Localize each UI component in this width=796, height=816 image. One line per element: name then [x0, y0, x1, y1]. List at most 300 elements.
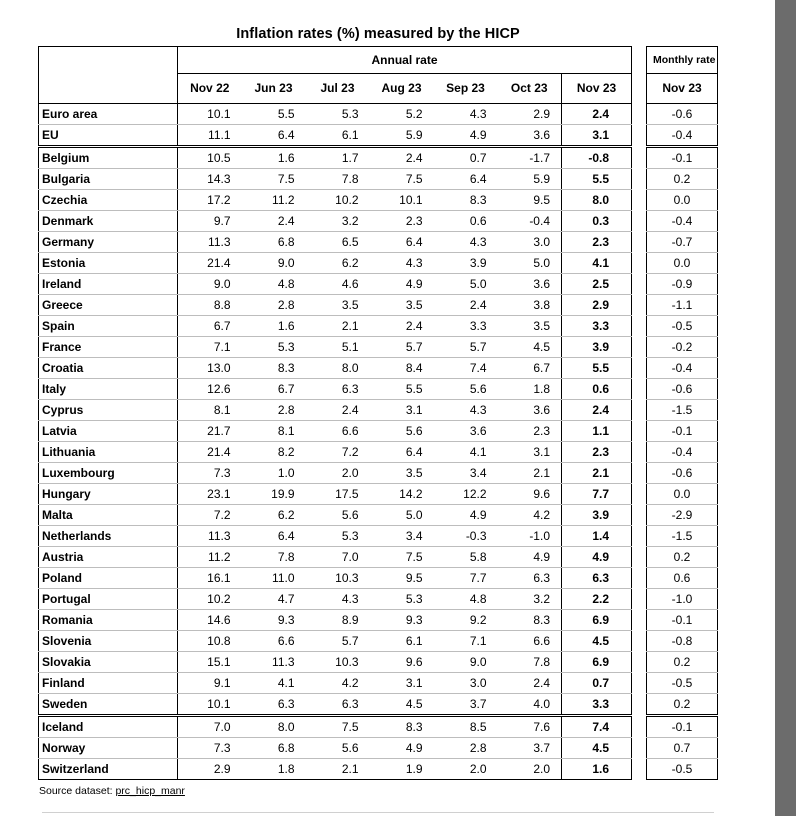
- monthly-rate-value: 0.2: [647, 652, 718, 673]
- monthly-rate-value: -0.5: [647, 316, 718, 337]
- annual-rate-value: 6.3: [306, 379, 370, 400]
- annual-rate-value: -1.0: [498, 526, 562, 547]
- annual-rate-value: 6.8: [242, 232, 306, 253]
- monthly-rate-value: -0.1: [647, 716, 718, 738]
- annual-rate-value: 2.1: [498, 463, 562, 484]
- country-name: Slovenia: [39, 631, 178, 652]
- monthly-rate-value: -0.1: [647, 421, 718, 442]
- annual-rate-value: 6.4: [434, 169, 498, 190]
- country-name: Romania: [39, 610, 178, 631]
- table-row: [647, 253, 718, 274]
- annual-rate-latest: 6.9: [562, 652, 632, 673]
- annual-rate-latest: 1.6: [562, 759, 632, 780]
- annual-rate-value: 5.9: [498, 169, 562, 190]
- source-label: Source dataset:: [39, 785, 113, 797]
- annual-rate-value: 8.5: [434, 716, 498, 738]
- annual-rate-value: 11.3: [178, 526, 242, 547]
- annual-rate-latest: 2.5: [562, 274, 632, 295]
- annual-rate-value: 3.8: [498, 295, 562, 316]
- table-row: [39, 738, 632, 759]
- table-row: [39, 652, 632, 673]
- table-row: [647, 147, 718, 169]
- monthly-rate-value: -0.9: [647, 274, 718, 295]
- source-dataset-link[interactable]: prc_hicp_manr: [115, 785, 185, 797]
- annual-rate-value: 4.3: [370, 253, 434, 274]
- annual-rate-value: 10.3: [306, 652, 370, 673]
- annual-rate-value: 6.1: [306, 125, 370, 147]
- annual-rate-value: 5.2: [370, 104, 434, 125]
- monthly-rate-value: 0.7: [647, 738, 718, 759]
- annual-rate-value: 4.3: [434, 400, 498, 421]
- annual-rate-value: 8.3: [242, 358, 306, 379]
- annual-rate-value: 4.9: [370, 738, 434, 759]
- annual-rate-value: 5.3: [242, 337, 306, 358]
- annual-rate-value: 8.1: [242, 421, 306, 442]
- country-name: Latvia: [39, 421, 178, 442]
- annual-rate-value: 5.6: [306, 738, 370, 759]
- annual-rate-value: 3.7: [498, 738, 562, 759]
- table-row: [647, 337, 718, 358]
- table-row: [647, 232, 718, 253]
- annual-rate-value: 10.1: [370, 190, 434, 211]
- annual-rate-value: -0.3: [434, 526, 498, 547]
- annual-rate-latest: 5.5: [562, 358, 632, 379]
- annual-rate-value: 17.5: [306, 484, 370, 505]
- country-name: Ireland: [39, 274, 178, 295]
- monthly-rate-value: -0.2: [647, 337, 718, 358]
- annual-rate-value: 7.5: [306, 716, 370, 738]
- table-row: [39, 759, 632, 780]
- country-name: Bulgaria: [39, 169, 178, 190]
- table-row: [647, 589, 718, 610]
- annual-rate-value: 10.2: [306, 190, 370, 211]
- annual-rate-value: 3.0: [434, 673, 498, 694]
- page-divider: [42, 812, 714, 813]
- annual-rate-value: 3.4: [434, 463, 498, 484]
- annual-rate-value: 5.0: [434, 274, 498, 295]
- annual-rate-latest: 5.5: [562, 169, 632, 190]
- annual-rate-latest: 3.9: [562, 337, 632, 358]
- annual-rate-value: 9.2: [434, 610, 498, 631]
- annual-rate-value: 9.6: [498, 484, 562, 505]
- annual-rate-value: 6.6: [242, 631, 306, 652]
- monthly-rate-value: -2.9: [647, 505, 718, 526]
- monthly-rate-value: -0.4: [647, 125, 718, 147]
- monthly-rate-value: -0.6: [647, 379, 718, 400]
- country-name: Italy: [39, 379, 178, 400]
- annual-rate-value: 2.4: [434, 295, 498, 316]
- annual-rate-value: 8.3: [498, 610, 562, 631]
- annual-rate-value: 7.1: [434, 631, 498, 652]
- annual-rate-value: 3.4: [370, 526, 434, 547]
- table-row: [39, 484, 632, 505]
- annual-rate-value: 2.4: [370, 147, 434, 169]
- table-row: [647, 505, 718, 526]
- annual-rate-value: -1.7: [498, 147, 562, 169]
- annual-rate-value: 3.5: [498, 316, 562, 337]
- annual-rate-value: 7.2: [178, 505, 242, 526]
- annual-rate-value: 1.7: [306, 147, 370, 169]
- annual-rate-value: 8.1: [178, 400, 242, 421]
- annual-column-header: Nov 23: [562, 74, 632, 104]
- annual-rate-latest: 2.2: [562, 589, 632, 610]
- annual-column-header: Aug 23: [370, 74, 434, 104]
- table-row: [39, 104, 632, 125]
- annual-rate-value: 1.6: [242, 147, 306, 169]
- annual-rate-value: 9.0: [178, 274, 242, 295]
- country-name: Finland: [39, 673, 178, 694]
- annual-rate-value: 1.8: [498, 379, 562, 400]
- vertical-scrollbar[interactable]: [775, 0, 796, 816]
- annual-rate-value: 21.7: [178, 421, 242, 442]
- annual-rate-value: 4.1: [434, 442, 498, 463]
- annual-rate-value: 5.3: [370, 589, 434, 610]
- country-name: Euro area: [39, 104, 178, 125]
- country-name: Slovakia: [39, 652, 178, 673]
- table-row: [647, 631, 718, 652]
- annual-rate-value: 23.1: [178, 484, 242, 505]
- monthly-rate-value: 0.2: [647, 547, 718, 568]
- annual-rate-value: 8.4: [370, 358, 434, 379]
- annual-rate-value: 1.8: [242, 759, 306, 780]
- annual-rate-value: 12.2: [434, 484, 498, 505]
- annual-rate-latest: 2.3: [562, 232, 632, 253]
- table-row: [647, 125, 718, 147]
- table-row: [647, 738, 718, 759]
- annual-rate-value: 11.2: [242, 190, 306, 211]
- annual-rate-value: 2.1: [306, 316, 370, 337]
- table-row: [39, 547, 632, 568]
- annual-rate-value: 5.8: [434, 547, 498, 568]
- annual-rate-value: 2.9: [178, 759, 242, 780]
- table-row: [39, 589, 632, 610]
- annual-rate-latest: -0.8: [562, 147, 632, 169]
- table-row: [39, 421, 632, 442]
- annual-rate-value: 3.6: [498, 125, 562, 147]
- annual-rate-value: 3.5: [370, 463, 434, 484]
- monthly-rate-value: -0.4: [647, 211, 718, 232]
- monthly-rate-value: -0.4: [647, 442, 718, 463]
- annual-rate-value: 3.5: [370, 295, 434, 316]
- annual-rate-value: 10.2: [178, 589, 242, 610]
- annual-rate-value: 2.0: [434, 759, 498, 780]
- annual-rate-value: 9.7: [178, 211, 242, 232]
- annual-rate-value: 6.3: [498, 568, 562, 589]
- annual-rate-value: 8.3: [370, 716, 434, 738]
- annual-rate-value: 4.1: [242, 673, 306, 694]
- annual-column-header: Jun 23: [242, 74, 306, 104]
- annual-rate-value: 3.2: [498, 589, 562, 610]
- annual-rate-value: 6.4: [370, 442, 434, 463]
- annual-rate-value: 2.0: [498, 759, 562, 780]
- annual-rate-latest: 6.3: [562, 568, 632, 589]
- annual-rate-value: 10.1: [178, 104, 242, 125]
- annual-rate-value: 4.7: [242, 589, 306, 610]
- annual-rate-value: 6.4: [242, 125, 306, 147]
- annual-rate-value: 14.3: [178, 169, 242, 190]
- annual-rate-value: 9.1: [178, 673, 242, 694]
- annual-rate-value: 8.0: [306, 358, 370, 379]
- annual-rate-latest: 7.7: [562, 484, 632, 505]
- annual-rate-value: 9.0: [242, 253, 306, 274]
- annual-rate-value: 5.7: [306, 631, 370, 652]
- monthly-rate-value: 0.6: [647, 568, 718, 589]
- monthly-rate-value: -0.5: [647, 673, 718, 694]
- annual-rate-value: 7.3: [178, 738, 242, 759]
- annual-rate-value: 7.0: [306, 547, 370, 568]
- annual-rate-value: 7.3: [178, 463, 242, 484]
- table-row: [647, 379, 718, 400]
- annual-rate-value: 17.2: [178, 190, 242, 211]
- annual-rate-value: 6.7: [242, 379, 306, 400]
- annual-rate-latest: 0.6: [562, 379, 632, 400]
- annual-rate-value: 4.3: [434, 232, 498, 253]
- annual-rate-value: 3.9: [434, 253, 498, 274]
- annual-rate-value: 2.9: [498, 104, 562, 125]
- table-row: [647, 104, 718, 125]
- annual-rate-value: 0.6: [434, 211, 498, 232]
- annual-rate-value: 9.3: [370, 610, 434, 631]
- country-name: Norway: [39, 738, 178, 759]
- annual-rate-value: 11.3: [178, 232, 242, 253]
- annual-rate-value: 5.5: [242, 104, 306, 125]
- annual-rate-value: 4.9: [498, 547, 562, 568]
- country-name: Lithuania: [39, 442, 178, 463]
- annual-column-header: Nov 22: [178, 74, 242, 104]
- annual-rate-value: 6.4: [242, 526, 306, 547]
- annual-rate-value: 10.3: [306, 568, 370, 589]
- annual-rate-value: 8.9: [306, 610, 370, 631]
- monthly-rate-value: -0.6: [647, 463, 718, 484]
- annual-rate-value: 8.0: [242, 716, 306, 738]
- annual-rate-value: 4.5: [498, 337, 562, 358]
- table-row: [39, 253, 632, 274]
- table-row: [647, 610, 718, 631]
- monthly-rate-value: 0.0: [647, 484, 718, 505]
- annual-rate-value: 1.6: [242, 316, 306, 337]
- annual-rate-value: 0.7: [434, 147, 498, 169]
- annual-rate-value: 3.5: [306, 295, 370, 316]
- table-row: [647, 295, 718, 316]
- table-row: [39, 379, 632, 400]
- monthly-rate-value: -0.4: [647, 358, 718, 379]
- annual-rate-value: 9.5: [370, 568, 434, 589]
- annual-rate-value: 4.8: [242, 274, 306, 295]
- monthly-rate-value: -0.1: [647, 147, 718, 169]
- table-row: [39, 358, 632, 379]
- country-name: Malta: [39, 505, 178, 526]
- table-row: [39, 442, 632, 463]
- annual-rate-value: 5.6: [306, 505, 370, 526]
- annual-rate-value: 2.8: [434, 738, 498, 759]
- annual-rate-latest: 2.4: [562, 104, 632, 125]
- annual-rate-value: 7.2: [306, 442, 370, 463]
- table-row: [647, 716, 718, 738]
- annual-rate-value: 5.3: [306, 526, 370, 547]
- monthly-rate-value: 0.2: [647, 694, 718, 716]
- annual-rate-value: 5.0: [370, 505, 434, 526]
- table-row: [39, 337, 632, 358]
- table-row: [39, 211, 632, 232]
- annual-rate-value: 4.8: [434, 589, 498, 610]
- annual-rate-value: 2.4: [370, 316, 434, 337]
- annual-rate-value: 6.1: [370, 631, 434, 652]
- annual-rate-value: 16.1: [178, 568, 242, 589]
- monthly-rate-value: -1.0: [647, 589, 718, 610]
- table-row: [647, 694, 718, 716]
- annual-rate-value: 12.6: [178, 379, 242, 400]
- table-row: [39, 505, 632, 526]
- annual-rate-value: 3.0: [498, 232, 562, 253]
- table-row: [39, 147, 632, 169]
- annual-rate-value: 4.0: [498, 694, 562, 716]
- annual-rate-latest: 2.3: [562, 442, 632, 463]
- annual-rate-value: 10.1: [178, 694, 242, 716]
- annual-rate-value: 5.7: [434, 337, 498, 358]
- annual-rate-value: 14.6: [178, 610, 242, 631]
- annual-rate-value: 21.4: [178, 442, 242, 463]
- annual-rate-latest: 2.1: [562, 463, 632, 484]
- annual-rate-value: 8.3: [434, 190, 498, 211]
- annual-rate-value: 13.0: [178, 358, 242, 379]
- annual-rate-value: 6.6: [498, 631, 562, 652]
- country-name: France: [39, 337, 178, 358]
- annual-rate-value: 8.2: [242, 442, 306, 463]
- table-row: [647, 673, 718, 694]
- annual-rate-value: 4.6: [306, 274, 370, 295]
- country-name: Switzerland: [39, 759, 178, 780]
- annual-column-header: Sep 23: [434, 74, 498, 104]
- annual-rate-value: 4.9: [434, 505, 498, 526]
- monthly-rate-value: 0.0: [647, 253, 718, 274]
- annual-rate-value: 4.2: [498, 505, 562, 526]
- annual-rate-value: 21.4: [178, 253, 242, 274]
- annual-rate-latest: 4.5: [562, 631, 632, 652]
- annual-rate-latest: 1.4: [562, 526, 632, 547]
- monthly-column-header: Nov 23: [647, 74, 718, 104]
- table-row: [647, 190, 718, 211]
- annual-rate-value: 2.4: [242, 211, 306, 232]
- table-row: [647, 484, 718, 505]
- country-name: Poland: [39, 568, 178, 589]
- annual-rate-value: 5.3: [306, 104, 370, 125]
- annual-rate-value: 3.6: [498, 274, 562, 295]
- country-name: Austria: [39, 547, 178, 568]
- annual-rate-value: 8.8: [178, 295, 242, 316]
- monthly-rate-table: [646, 46, 718, 780]
- table-row: [647, 652, 718, 673]
- annual-rate-value: 5.6: [434, 379, 498, 400]
- table-row: [647, 463, 718, 484]
- country-name: Croatia: [39, 358, 178, 379]
- country-name: Portugal: [39, 589, 178, 610]
- annual-rate-value: 2.4: [498, 673, 562, 694]
- country-name: Belgium: [39, 147, 178, 169]
- table-row: [39, 694, 632, 716]
- table-row: [647, 400, 718, 421]
- annual-column-header: Oct 23: [498, 74, 562, 104]
- annual-rate-value: 11.1: [178, 125, 242, 147]
- annual-rate-value: 2.0: [306, 463, 370, 484]
- annual-rate-value: 3.3: [434, 316, 498, 337]
- annual-rate-value: 2.4: [306, 400, 370, 421]
- table-row: [39, 463, 632, 484]
- country-name: Spain: [39, 316, 178, 337]
- annual-rate-value: 4.2: [306, 673, 370, 694]
- annual-rate-latest: 3.1: [562, 125, 632, 147]
- table-row: [647, 169, 718, 190]
- country-name: Netherlands: [39, 526, 178, 547]
- annual-rate-value: 7.5: [370, 547, 434, 568]
- annual-rate-value: 14.2: [370, 484, 434, 505]
- annual-rate-value: 7.1: [178, 337, 242, 358]
- table-row: [647, 568, 718, 589]
- annual-rate-value: 2.3: [498, 421, 562, 442]
- annual-rate-value: 7.6: [498, 716, 562, 738]
- annual-rate-value: 7.4: [434, 358, 498, 379]
- annual-rate-value: 9.0: [434, 652, 498, 673]
- annual-rate-header: Annual rate: [178, 47, 632, 74]
- annual-rate-value: 5.9: [370, 125, 434, 147]
- annual-rate-latest: 3.3: [562, 316, 632, 337]
- country-name: Sweden: [39, 694, 178, 716]
- annual-rate-latest: 6.9: [562, 610, 632, 631]
- annual-rate-value: 6.3: [242, 694, 306, 716]
- annual-rate-value: 4.9: [434, 125, 498, 147]
- annual-rate-value: 5.5: [370, 379, 434, 400]
- annual-rate-value: 3.2: [306, 211, 370, 232]
- monthly-rate-value: -0.7: [647, 232, 718, 253]
- table-row: [647, 759, 718, 780]
- monthly-rate-value: -1.5: [647, 400, 718, 421]
- annual-rate-value: 6.8: [242, 738, 306, 759]
- country-name: Denmark: [39, 211, 178, 232]
- table-row: [647, 547, 718, 568]
- table-row: [39, 295, 632, 316]
- annual-rate-value: 3.1: [498, 442, 562, 463]
- annual-rate-latest: 3.9: [562, 505, 632, 526]
- annual-rate-value: 3.6: [498, 400, 562, 421]
- annual-rate-value: 6.2: [306, 253, 370, 274]
- table-row: [39, 274, 632, 295]
- monthly-rate-value: -0.1: [647, 610, 718, 631]
- annual-rate-latest: 4.1: [562, 253, 632, 274]
- annual-rate-value: 1.0: [242, 463, 306, 484]
- annual-rate-value: 2.8: [242, 400, 306, 421]
- annual-rate-value: 11.2: [178, 547, 242, 568]
- annual-rate-latest: 2.9: [562, 295, 632, 316]
- annual-rate-latest: 2.4: [562, 400, 632, 421]
- country-name: Hungary: [39, 484, 178, 505]
- annual-column-header: Jul 23: [306, 74, 370, 104]
- monthly-rate-value: -1.1: [647, 295, 718, 316]
- annual-rate-value: 7.8: [306, 169, 370, 190]
- annual-rate-value: 2.1: [306, 759, 370, 780]
- page-title: Inflation rates (%) measured by the HICP: [236, 26, 520, 42]
- annual-rate-value: 6.6: [306, 421, 370, 442]
- annual-rate-value: 2.8: [242, 295, 306, 316]
- annual-rate-value: -0.4: [498, 211, 562, 232]
- monthly-rate-value: 0.2: [647, 169, 718, 190]
- annual-rate-value: 4.5: [370, 694, 434, 716]
- annual-rate-value: 6.7: [178, 316, 242, 337]
- annual-rate-value: 10.5: [178, 147, 242, 169]
- table-row: [647, 526, 718, 547]
- annual-rate-latest: 4.5: [562, 738, 632, 759]
- table-row: [39, 526, 632, 547]
- monthly-rate-value: -1.5: [647, 526, 718, 547]
- table-row: [39, 673, 632, 694]
